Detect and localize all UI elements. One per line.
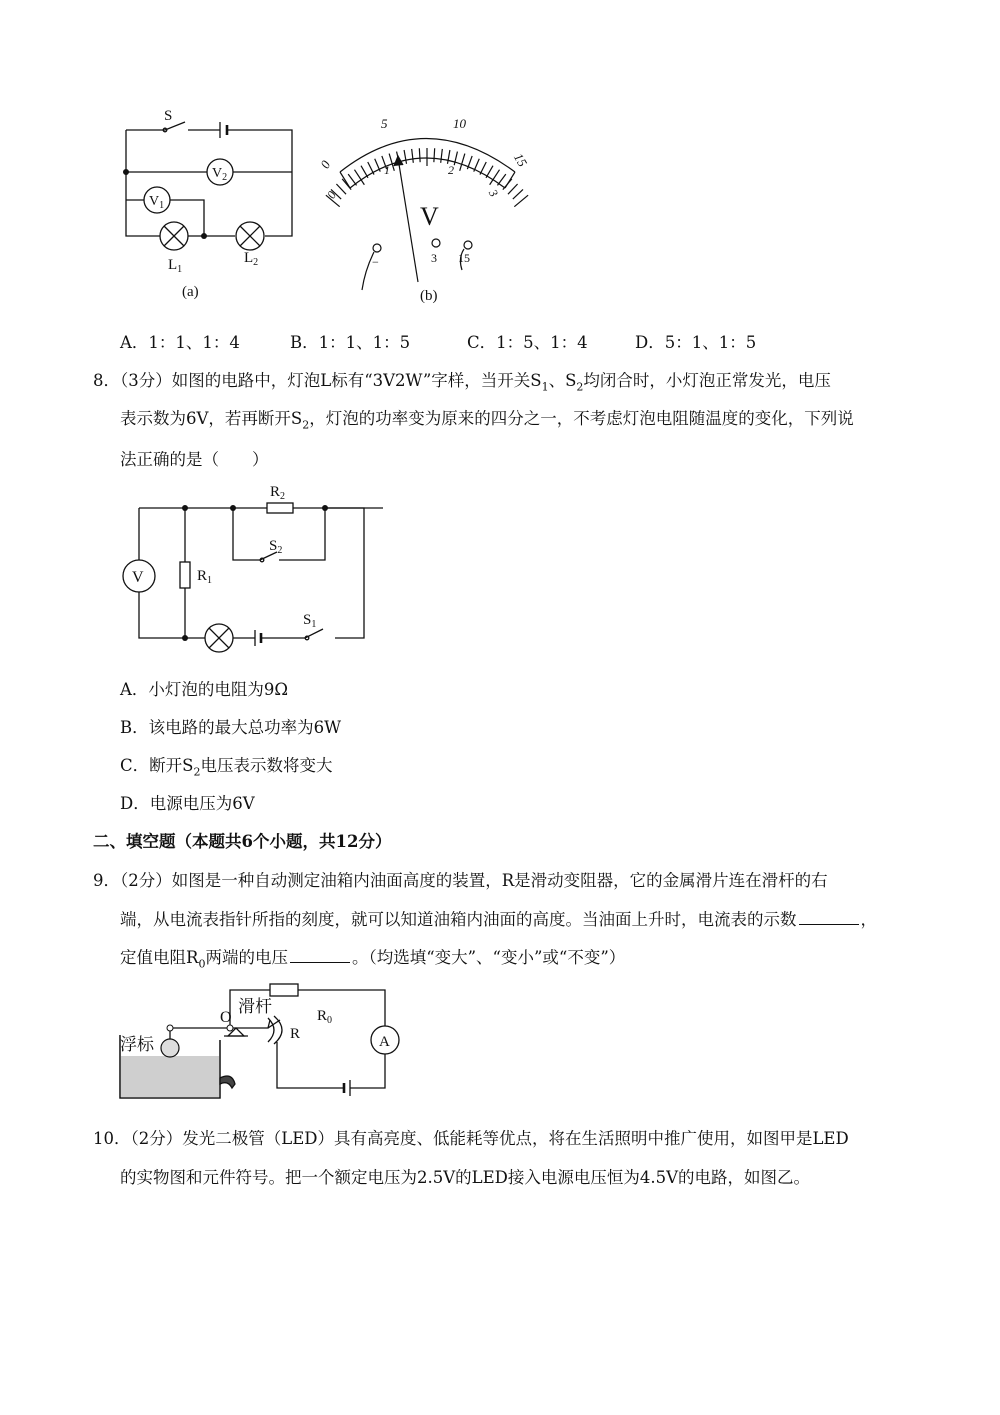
q8-s1-label: $S_1$ — [303, 612, 317, 630]
q9-stem-line2: 端，从电流表指针所指的刻度，就可以知道油箱内油面的高度。当油面上升时，电流表的示数 ， — [120, 910, 877, 929]
dial-tick — [514, 195, 528, 207]
q7b-bot-1: 1 — [384, 163, 390, 177]
q8-r2-label: $R_2$ — [270, 484, 286, 502]
dial-tick — [419, 148, 420, 162]
dial-tick — [508, 184, 518, 194]
q7-option-a: A．1：1、1：4 — [120, 333, 240, 352]
q7b-caption: (b) — [420, 288, 438, 304]
q8-stem-line1: 8．（3分）如图的电路中，灯泡L标有“3V2W”字样，当开关$S_1$、$S_2$均闭合时，小灯泡正常发光，电压 — [93, 371, 831, 394]
q7b-term-15: 15 — [458, 251, 470, 265]
dial-tick — [441, 149, 443, 163]
q7-option-b: B．1：1、1：5 — [290, 333, 411, 352]
q7-option-c: C．1：5、1：4 — [467, 333, 588, 352]
dial-tick — [348, 174, 356, 185]
q8-meter-label: V — [132, 569, 144, 586]
q8-circuit — [115, 480, 375, 655]
q8-option-b: B．该电路的最大总功率为6W — [120, 718, 342, 737]
q9-fuel-gauge-diagram — [120, 980, 400, 1105]
q7a-v2-label: $V_2$ — [212, 166, 228, 183]
q7b-top-0: 0 — [317, 157, 334, 171]
q9-stem-line3: 定值电阻$R_0$两端的电压 。（均选填“变大”、“变小”或“不变”） — [120, 948, 626, 971]
dial-tick — [447, 150, 449, 164]
dial-tick — [486, 166, 493, 178]
dial-tick — [361, 166, 368, 178]
q9-r0-label: $R_0$ — [317, 1008, 333, 1026]
dial-tick — [336, 184, 346, 194]
q7b-unit: V — [420, 202, 439, 231]
q7b-bot-0: 0 — [323, 188, 340, 201]
q8-option-a: A．小灯泡的电阻为9Ω — [120, 680, 289, 699]
q9-r-label: R — [290, 1026, 301, 1042]
q9-float-label: 浮标 — [120, 1035, 154, 1054]
q7a-v1-label: $V_1$ — [149, 194, 165, 211]
dial-tick — [342, 179, 351, 190]
q8-option-d: D．电源电压为6V — [120, 794, 255, 813]
dial-tick — [513, 189, 523, 199]
q7b-term-neg: − — [372, 255, 379, 269]
q7-option-d: D．5：1、1：5 — [635, 333, 757, 352]
q9-blank-1[interactable] — [799, 923, 859, 925]
dial-tick — [434, 148, 435, 162]
q7-circuit-a — [110, 100, 310, 305]
q8-stem-line3: 法正确的是（ ） — [120, 450, 269, 469]
q7a-l1-label: $L_1$ — [168, 257, 183, 275]
dial-tick — [497, 174, 505, 185]
q7b-bot-2: 2 — [448, 163, 454, 177]
q7a-caption: (a) — [182, 284, 199, 300]
q8-option-c: C．断开$S_2$电压表示数将变大 — [120, 756, 333, 779]
q9-pivot-label: O — [220, 1009, 232, 1026]
q7a-l2-label: $L_2$ — [244, 250, 259, 268]
q10-stem-line1: 10．（2分）发光二极管（LED）具有高亮度、低能耗等优点，将在生活照明中推广使用，如图甲是LED — [93, 1129, 849, 1148]
q7b-bot-3: 3 — [485, 187, 502, 200]
q7b-top-15: 15 — [510, 150, 531, 170]
dial-tick — [404, 150, 406, 164]
q7b-term-3: 3 — [431, 251, 437, 265]
q7-voltmeter-b — [310, 110, 540, 310]
q8-stem-line2: 表示数为6V，若再断开$S_2$，灯泡的功率变为原来的四分之一，不考虑灯泡电阻随温度的变化，下列说 — [120, 409, 854, 432]
dial-tick — [368, 162, 374, 175]
dial-tick — [354, 170, 364, 185]
q8-s2-label: $S_2$ — [269, 538, 283, 556]
q9-blank-2[interactable] — [290, 961, 350, 963]
q9-lever-label: 滑杆 — [238, 997, 272, 1016]
q9-stem-line1: 9．（2分）如图是一种自动测定油箱内油面高度的装置，R是滑动变阻器，它的金属滑片连在滑杆的右 — [93, 871, 828, 890]
section-heading-fill-in: 二、填空题（本题共6个小题，共12分） — [93, 832, 392, 851]
q7a-s-label: S — [164, 108, 173, 124]
q10-stem-line2: 的实物图和元件符号。把一个额定电压为2.5V的LED接入电源电压恒为4.5V的电路，如图乙。 — [120, 1168, 811, 1187]
q9-meter-label: A — [379, 1034, 390, 1050]
q7b-top-5: 5 — [381, 116, 388, 131]
q7b-top-10: 10 — [453, 116, 466, 131]
dial-tick — [412, 149, 414, 163]
dial-tick — [460, 154, 465, 171]
dial-tick — [503, 179, 512, 190]
q8-r1-label: $R_1$ — [197, 568, 213, 586]
dial-tick — [480, 162, 486, 175]
